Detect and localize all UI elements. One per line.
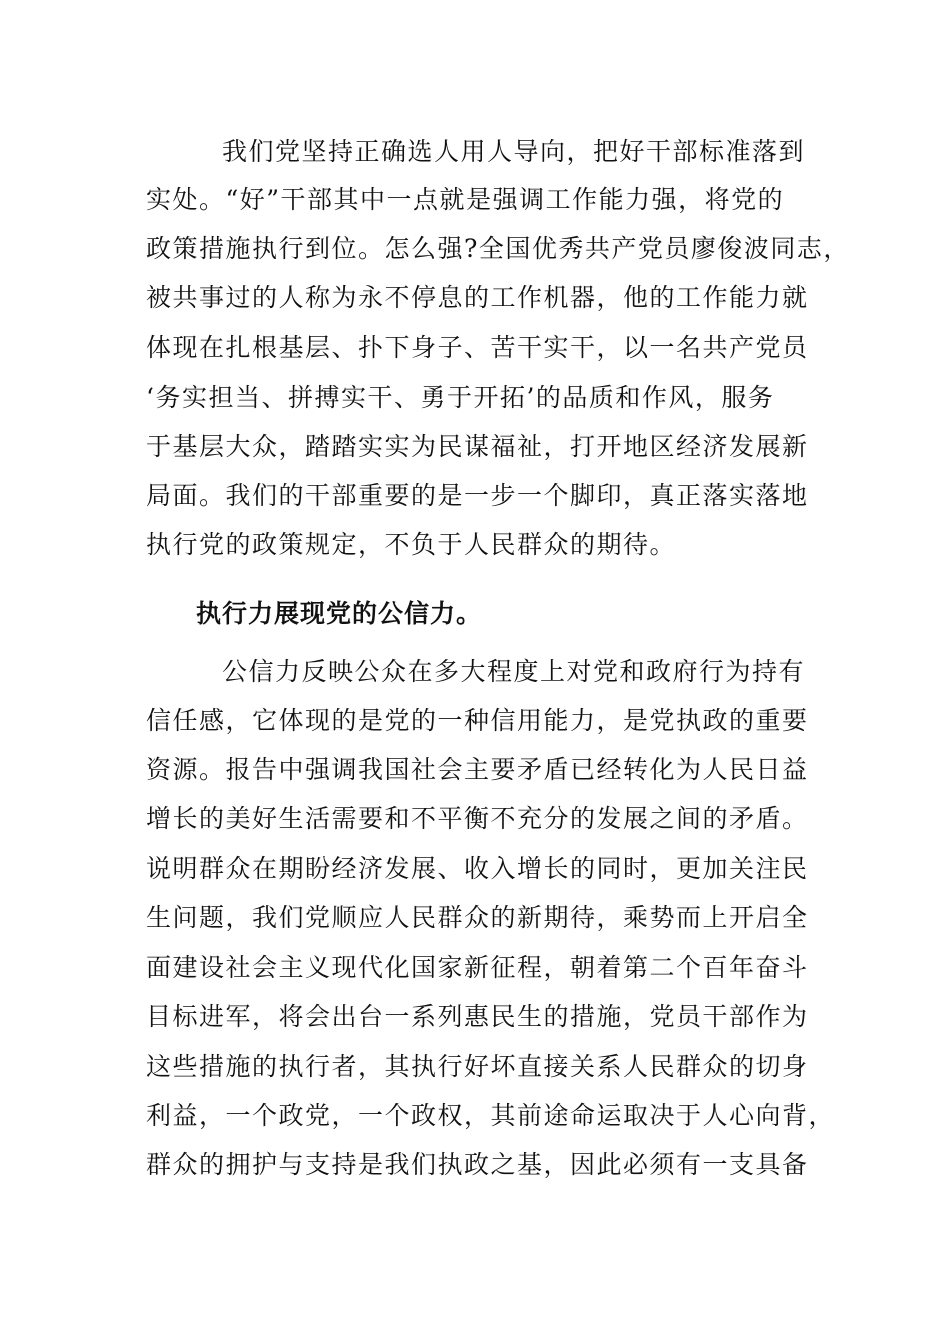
paragraph-2-line: 公信力反映公众在多大程度上对党和政府行为持有 — [222, 657, 806, 686]
paragraph-1-line: 局面。我们的干部重要的是一步一个脚印，真正落实落地 — [146, 481, 809, 510]
paragraph-2-line: 利益，一个政党，一个政权，其前途命运取决于人心向背， — [146, 1101, 836, 1130]
paragraph-2-line: 面建设社会主义现代化国家新征程，朝着第二个百年奋斗 — [146, 953, 809, 982]
paragraph-1-line: 实处。“好”干部其中一点就是强调工作能力强，将党的 — [146, 185, 785, 214]
paragraph-1-line: 政策措施执行到位。怎么强?全国优秀共产党员廖俊波同志， — [146, 234, 850, 263]
paragraph-2-line: 目标进军，将会出台一系列惠民生的措施，党员干部作为 — [146, 1002, 809, 1031]
paragraph-2-line: 这些措施的执行者，其执行好坏直接关系人民群众的切身 — [146, 1052, 809, 1081]
paragraph-1-line: 体现在扎根基层、扑下身子、苦干实干，以一名共产党员 — [146, 333, 809, 362]
paragraph-1-line: 于基层大众，踏踏实实为民谋福祉，打开地区经济发展新 — [146, 432, 809, 461]
paragraph-1-line: ‘务实担当、拼搏实干、勇于开拓’的品质和作风，服务 — [146, 383, 775, 412]
paragraph-2-line: 生问题，我们党顺应人民群众的新期待，乘势而上开启全 — [146, 903, 809, 932]
paragraph-2-line: 资源。报告中强调我国社会主要矛盾已经转化为人民日益 — [146, 755, 809, 784]
paragraph-2-line: 说明群众在期盼经济发展、收入增长的同时，更加关注民 — [146, 854, 809, 883]
paragraph-1-line: 被共事过的人称为永不停息的工作机器，他的工作能力就 — [146, 283, 809, 312]
paragraph-2-line: 群众的拥护与支持是我们执政之基，因此必须有一支具备 — [146, 1150, 809, 1179]
paragraph-1-line: 执行党的政策规定，不负于人民群众的期待。 — [146, 530, 677, 559]
paragraph-1-line: 我们党坚持正确选人用人导向，把好干部标准落到 — [222, 137, 806, 166]
paragraph-2-line: 信任感，它体现的是党的一种信用能力，是党执政的重要 — [146, 706, 809, 735]
section-heading: 执行力展现党的公信力。 — [196, 599, 483, 628]
paragraph-2-line: 增长的美好生活需要和不平衡不充分的发展之间的矛盾。 — [146, 804, 809, 833]
